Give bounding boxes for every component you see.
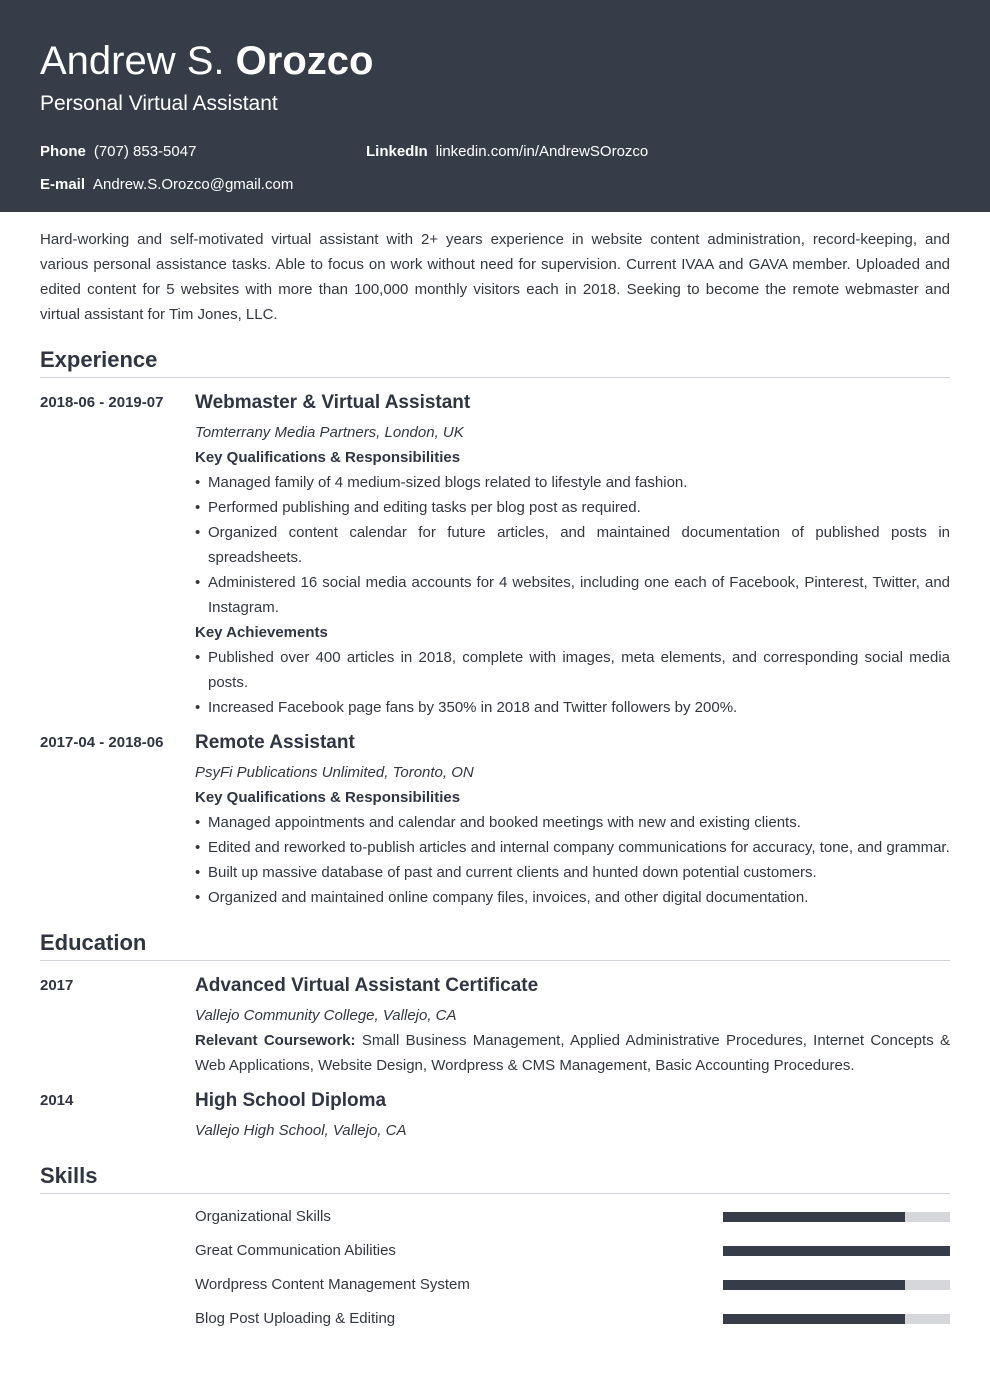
job-dates: 2017-04 - 2018-06	[40, 734, 164, 751]
list-item: • Published over 400 articles in 2018, complete with images, meta elements, and corresponding social media posts.	[195, 645, 950, 695]
job-details	[195, 731, 950, 910]
phone-value: (707) 853-5047	[93, 143, 197, 160]
responsibilities-list	[195, 470, 950, 620]
resume-header	[0, 0, 990, 212]
email-label: E-mail	[40, 176, 86, 193]
skill-level-fill	[723, 1246, 950, 1256]
skill-name: Blog Post Uploading & Editing	[195, 1310, 396, 1327]
skill-row	[195, 1205, 950, 1229]
candidate-name	[40, 38, 373, 84]
responsibilities-heading: Key Qualifications & Responsibilities	[195, 449, 461, 466]
school-name: Vallejo Community College, Vallejo, CA	[195, 1007, 457, 1024]
coursework-label: Relevant Coursework:	[195, 1032, 356, 1049]
list-item: • Performed publishing and editing tasks per blog post as required.	[195, 495, 950, 520]
education-year: 2017	[40, 977, 74, 994]
skill-name: Great Communication Abilities	[195, 1242, 396, 1259]
responsibilities-heading: Key Qualifications & Responsibilities	[195, 789, 461, 806]
job-details	[195, 391, 950, 720]
job-title: Webmaster & Virtual Assistant	[195, 392, 471, 413]
linkedin-contact	[366, 142, 648, 162]
list-item: • Increased Facebook page fans by 350% in 2018 and Twitter followers by 200%.	[195, 695, 950, 720]
education-year: 2014	[40, 1092, 74, 1109]
skill-level-fill	[723, 1212, 905, 1222]
skill-level-bar	[723, 1246, 950, 1256]
list-item: • Administered 16 social media accounts for 4 websites, including one each of Facebook, Pinterest, Twitter, and Instagram.	[195, 570, 950, 620]
skill-row	[195, 1239, 950, 1263]
school-name: Vallejo High School, Vallejo, CA	[195, 1122, 407, 1139]
list-item: • Organized and maintained online company files, invoices, and other digital documentation.	[195, 885, 950, 910]
linkedin-link[interactable]: linkedin.com/in/AndrewSOrozco	[435, 143, 649, 160]
list-item: • Managed appointments and calendar and booked meetings with new and existing clients.	[195, 810, 950, 835]
job-role: Personal Virtual Assistant	[40, 92, 278, 115]
achievements-list	[195, 645, 950, 720]
profile-summary: Hard-working and self-motivated virtual assistant with 2+ years experience in website content administration, record-keeping, and various personal assistance tasks. Able to focus on work without need for supervision. Current IVAA and GAVA member. Uploaded and edited content for 5 websites with more than 100,000 monthly visitors each in 2018. Seeking to become the remote webmaster and virtual assistant for Tim Jones, LLC.	[40, 231, 950, 323]
list-item: • Organized content calendar for future articles, and maintained documentation of published posts in spreadsheets.	[195, 520, 950, 570]
phone-contact	[40, 142, 196, 162]
skills-heading: Skills	[40, 1162, 950, 1194]
last-name: Orozco	[235, 39, 374, 83]
degree-title: High School Diploma	[195, 1090, 387, 1111]
achievements-heading: Key Achievements	[195, 624, 328, 641]
job-dates: 2018-06 - 2019-07	[40, 394, 164, 411]
job-title: Remote Assistant	[195, 732, 355, 753]
email-link[interactable]: Andrew.S.Orozco@gmail.com	[93, 176, 294, 193]
responsibilities-list	[195, 810, 950, 910]
job-company: Tomterrany Media Partners, London, UK	[195, 424, 464, 441]
skill-level-fill	[723, 1280, 905, 1290]
skill-row	[195, 1273, 950, 1297]
list-item: • Edited and reworked to-publish articles and internal company communications for accuracy, tone, and grammar.	[195, 835, 950, 860]
skill-level-bar	[723, 1212, 950, 1222]
education-details	[195, 974, 950, 1078]
skill-name: Organizational Skills	[195, 1208, 331, 1225]
education-heading: Education	[40, 929, 950, 961]
skill-level-bar	[723, 1314, 950, 1324]
coursework-text: Small Business Management, Applied Administrative Procedures, Internet Concepts & Web Applications, Website Design, Wordpress & CMS Management, Basic Accounting Procedures.	[195, 1032, 950, 1074]
education-details	[195, 1089, 950, 1143]
list-item: • Built up massive database of past and current clients and hunted down potential customers.	[195, 860, 950, 885]
skill-level-bar	[723, 1280, 950, 1290]
skill-name: Wordpress Content Management System	[195, 1276, 470, 1293]
linkedin-label: LinkedIn	[366, 143, 428, 160]
skill-level-fill	[723, 1314, 905, 1324]
experience-heading: Experience	[40, 346, 950, 378]
job-company: PsyFi Publications Unlimited, Toronto, ON	[195, 764, 474, 781]
degree-title: Advanced Virtual Assistant Certificate	[195, 975, 539, 996]
list-item: • Managed family of 4 medium-sized blogs related to lifestyle and fashion.	[195, 470, 950, 495]
phone-label: Phone	[40, 143, 86, 160]
first-name: Andrew S.	[40, 39, 225, 83]
email-contact	[40, 175, 293, 195]
coursework	[195, 1028, 950, 1078]
skill-row	[195, 1307, 950, 1331]
